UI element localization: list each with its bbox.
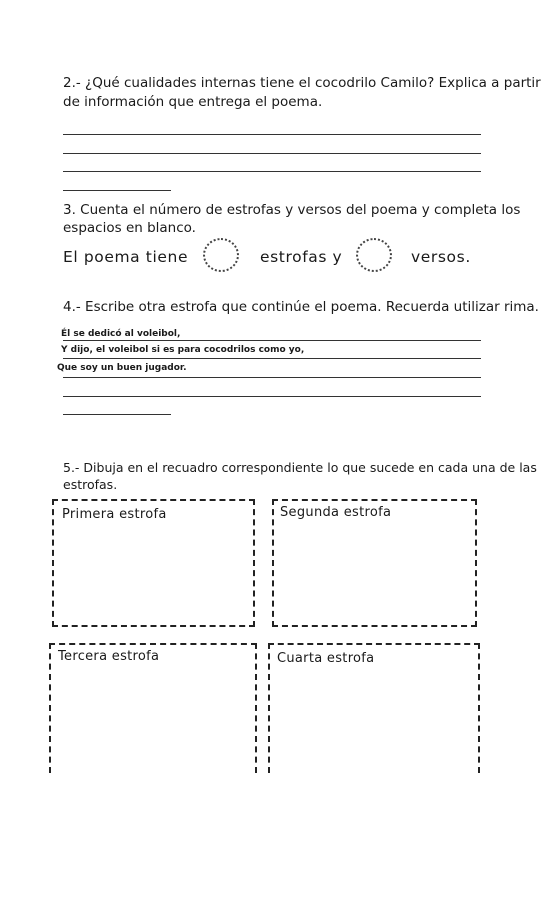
answer-line[interactable] xyxy=(63,153,481,154)
answer-line-short[interactable] xyxy=(63,190,171,191)
sentence-part-1: El poema tiene xyxy=(63,248,189,266)
question-3-line-1: 3. Cuenta el número de estrofas y versos del poema y completa los xyxy=(63,202,521,218)
drawing-box-third-stanza[interactable] xyxy=(49,643,257,773)
blank-stanzas-count[interactable] xyxy=(203,238,239,272)
sentence-part-3: versos. xyxy=(411,248,471,266)
handwritten-line-3: Que soy un buen jugador. xyxy=(57,363,187,373)
answer-line[interactable] xyxy=(63,377,481,378)
drawing-box-second-stanza[interactable] xyxy=(272,499,477,627)
question-2-line-2: de información que entrega el poema. xyxy=(63,94,323,110)
answer-line[interactable] xyxy=(63,340,481,341)
box-label: Primera estrofa xyxy=(62,507,167,522)
handwritten-line-2: Y dijo, el voleibol si es para cocodrilos como yo, xyxy=(61,345,305,355)
blank-verses-count[interactable] xyxy=(356,238,392,272)
handwritten-line-1: Él se dedicó al voleibol, xyxy=(61,329,181,339)
question-5-line-1: 5.- Dibuja en el recuadro correspondiente lo que sucede en cada una de las xyxy=(63,460,537,475)
drawing-box-first-stanza[interactable] xyxy=(52,499,255,627)
question-5-line-2: estrofas. xyxy=(63,477,118,492)
answer-line-short[interactable] xyxy=(63,414,171,415)
question-4: 4.- Escribe otra estrofa que continúe el poema. Recuerda utilizar rima. xyxy=(63,299,539,315)
box-label: Tercera estrofa xyxy=(58,649,160,664)
answer-line[interactable] xyxy=(63,358,481,359)
answer-line[interactable] xyxy=(63,171,481,172)
box-label: Segunda estrofa xyxy=(280,505,392,520)
drawing-box-fourth-stanza[interactable] xyxy=(268,643,480,773)
answer-line[interactable] xyxy=(63,396,481,397)
box-label: Cuarta estrofa xyxy=(277,651,375,666)
question-3-line-2: espacios en blanco. xyxy=(63,220,196,236)
question-2-line-1: 2.- ¿Qué cualidades internas tiene el cocodrilo Camilo? Explica a partir xyxy=(63,75,541,91)
sentence-part-2: estrofas y xyxy=(260,248,343,266)
answer-line[interactable] xyxy=(63,134,481,135)
